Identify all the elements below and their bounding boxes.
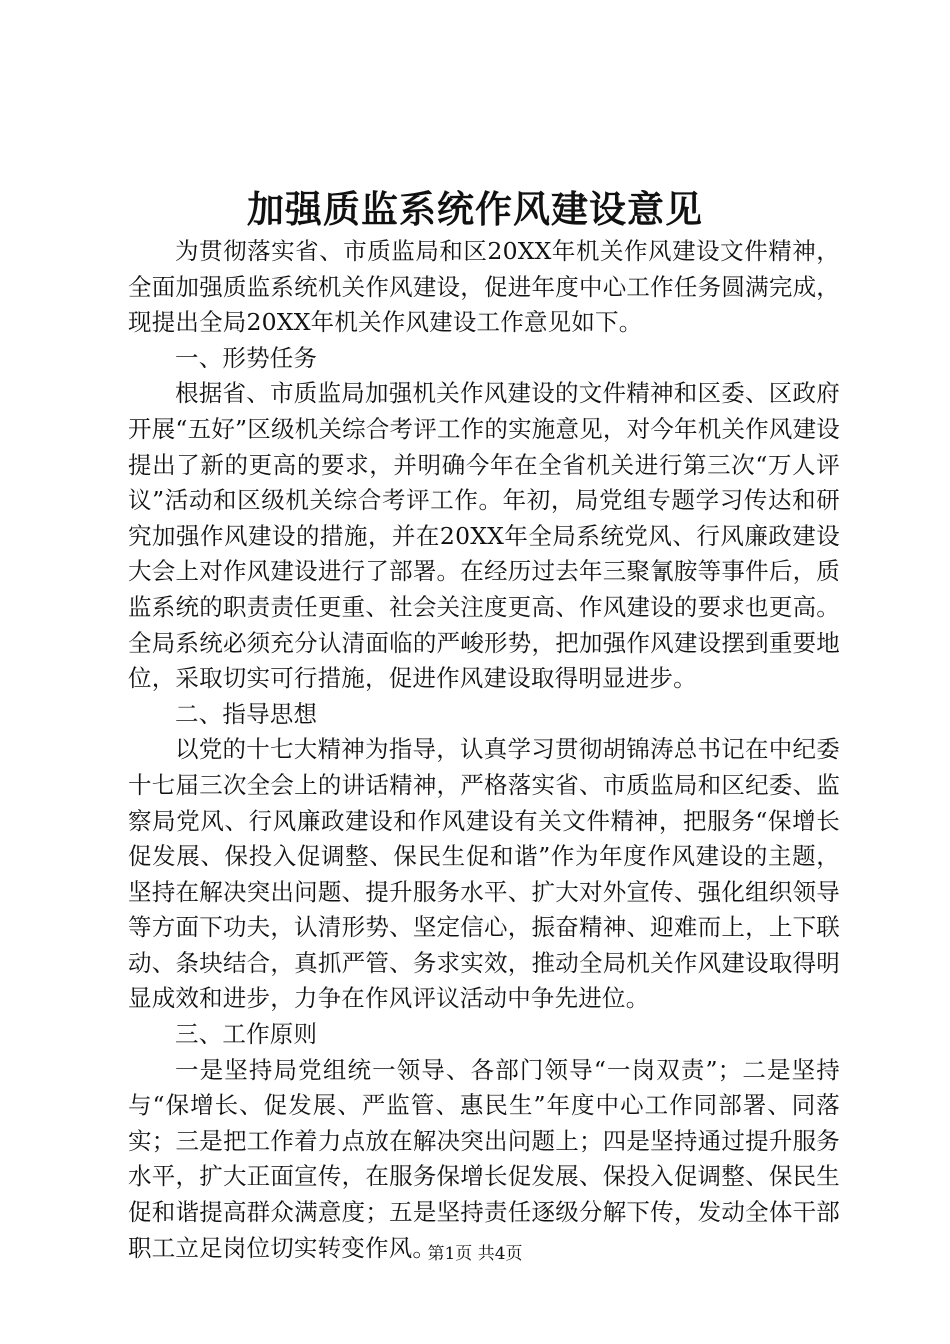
- document-title: 加强质监系统作风建设意见: [247, 187, 703, 231]
- document-body: [128, 234, 840, 1266]
- section-heading-principles: 三、工作原则: [175, 1020, 318, 1049]
- section-heading-situation: 一、形势任务: [175, 343, 318, 372]
- page-footer: 第1页 共4页: [427, 1244, 523, 1264]
- guiding-thought-paragraph: 以党的十七大精神为指导，认真学习贯彻胡锦涛总书记在中纪委十七届三次全会上的讲话精神，严格落实省、市质监局和区纪委、监察局党风、行风廉政建设和作风建设有关文件精神，把服务“保增长促发展、保投入促调整、保民生促和谐”作为年度作风建设的主题，坚持在解决突出问题、提升服务水平、扩大对外宣传、强化组织领导等方面下功夫，认清形势、坚定信心，振奋精神、迎难而上，上下联动、条块结合，真抓严管、务求实效，推动全局机关作风建设取得明显成效和进步，力争在作风评议活动中争先进位。: [128, 735, 840, 1013]
- situation-paragraph: 根据省、市质监局加强机关作风建设的文件精神和区委、区政府开展“五好”区级机关综合考评工作的实施意见，对今年机关作风建设提出了新的更高的要求，并明确今年在全省机关进行第三次“万人评议”活动和区级机关综合考评工作。年初，局党组专题学习传达和研究加强作风建设的措施，并在20XX年全局系统党风、行风廉政建设大会上对作风建设进行了部署。在经历过去年三聚氰胺等事件后，质监系统的职责责任更重、社会关注度更高、作风建设的要求也更高。全局系统必须充分认清面临的严峻形势，把加强作风建设摆到重要地位，采取切实可行措施，促进作风建设取得明显进步。: [128, 379, 840, 693]
- principles-paragraph: 一是坚持局党组统一领导、各部门领导“一岗双责”；二是坚持与“保增长、促发展、严监管、惠民生”年度中心工作同部署、同落实；三是把工作着力点放在解决突出问题上；四是坚持通过提升服务水平，扩大正面宣传，在服务保增长促发展、保投入促调整、保民生促和谐提高群众满意度；五是坚持责任逐级分解下传，发动全体干部职工立足岗位切实转变作风。: [128, 1055, 840, 1262]
- intro-paragraph: 为贯彻落实省、市质监局和区20XX年机关作风建设文件精神，全面加强质监系统机关作风建设，促进年度中心工作任务圆满完成，现提出全局20XX年机关作风建设工作意见如下。: [128, 237, 840, 337]
- section-heading-guiding-thought: 二、指导思想: [175, 699, 318, 728]
